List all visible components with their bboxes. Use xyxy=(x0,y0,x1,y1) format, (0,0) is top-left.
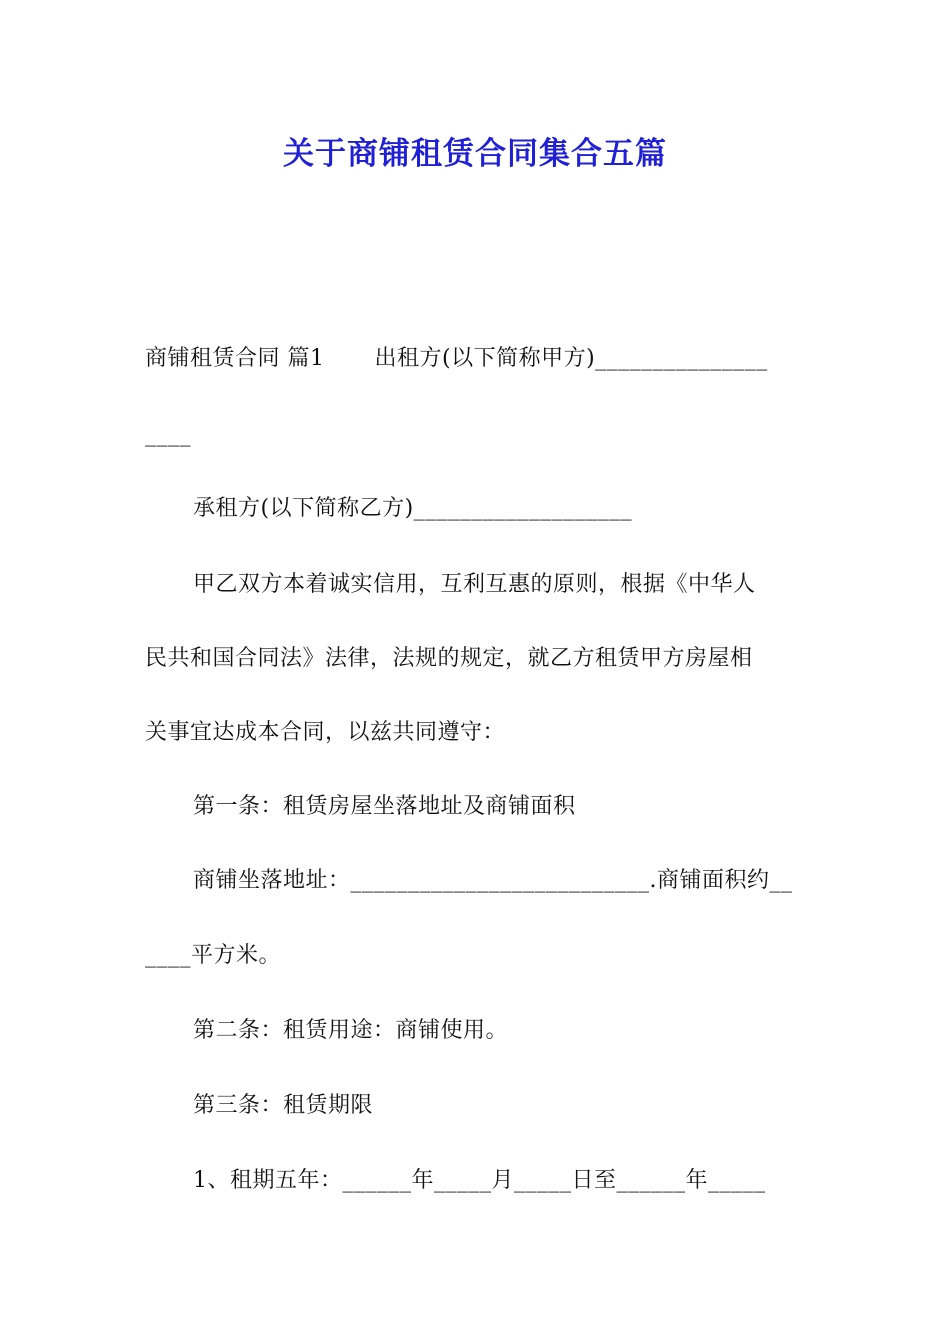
paragraph-line: 关事宜达成本合同，以兹共同遵守： xyxy=(145,720,506,745)
article-heading: 第三条：租赁期限 xyxy=(193,1093,374,1118)
address-field: 商铺坐落地址：__________________________.商铺面积约__ xyxy=(193,868,793,893)
document-title: 关于商铺租赁合同集合五篇 xyxy=(283,136,667,172)
section-heading: 商铺租赁合同 篇1 xyxy=(145,346,325,371)
paragraph-line: 民共和国合同法》法律，法规的规定，就乙方租赁甲方房屋相 xyxy=(145,646,753,671)
article-heading: 第一条：租赁房屋坐落地址及商铺面积 xyxy=(193,794,576,819)
lessee-field: 承租方(以下简称乙方)___________________ xyxy=(193,496,633,521)
paragraph-line: ____ xyxy=(145,422,191,447)
paragraph-line xyxy=(145,344,810,374)
paragraph-line: 甲乙双方本着诚实信用，互利互惠的原则，根据《中华人 xyxy=(193,572,756,597)
lessor-field: 出租方(以下简称甲方)_______________ xyxy=(374,346,768,371)
article-heading: 第二条：租赁用途：商铺使用。 xyxy=(193,1018,509,1043)
paragraph-line: ____平方米。 xyxy=(145,943,282,968)
lease-term-field: 1、租期五年：______年_____月_____日至______年_____ xyxy=(193,1168,766,1193)
